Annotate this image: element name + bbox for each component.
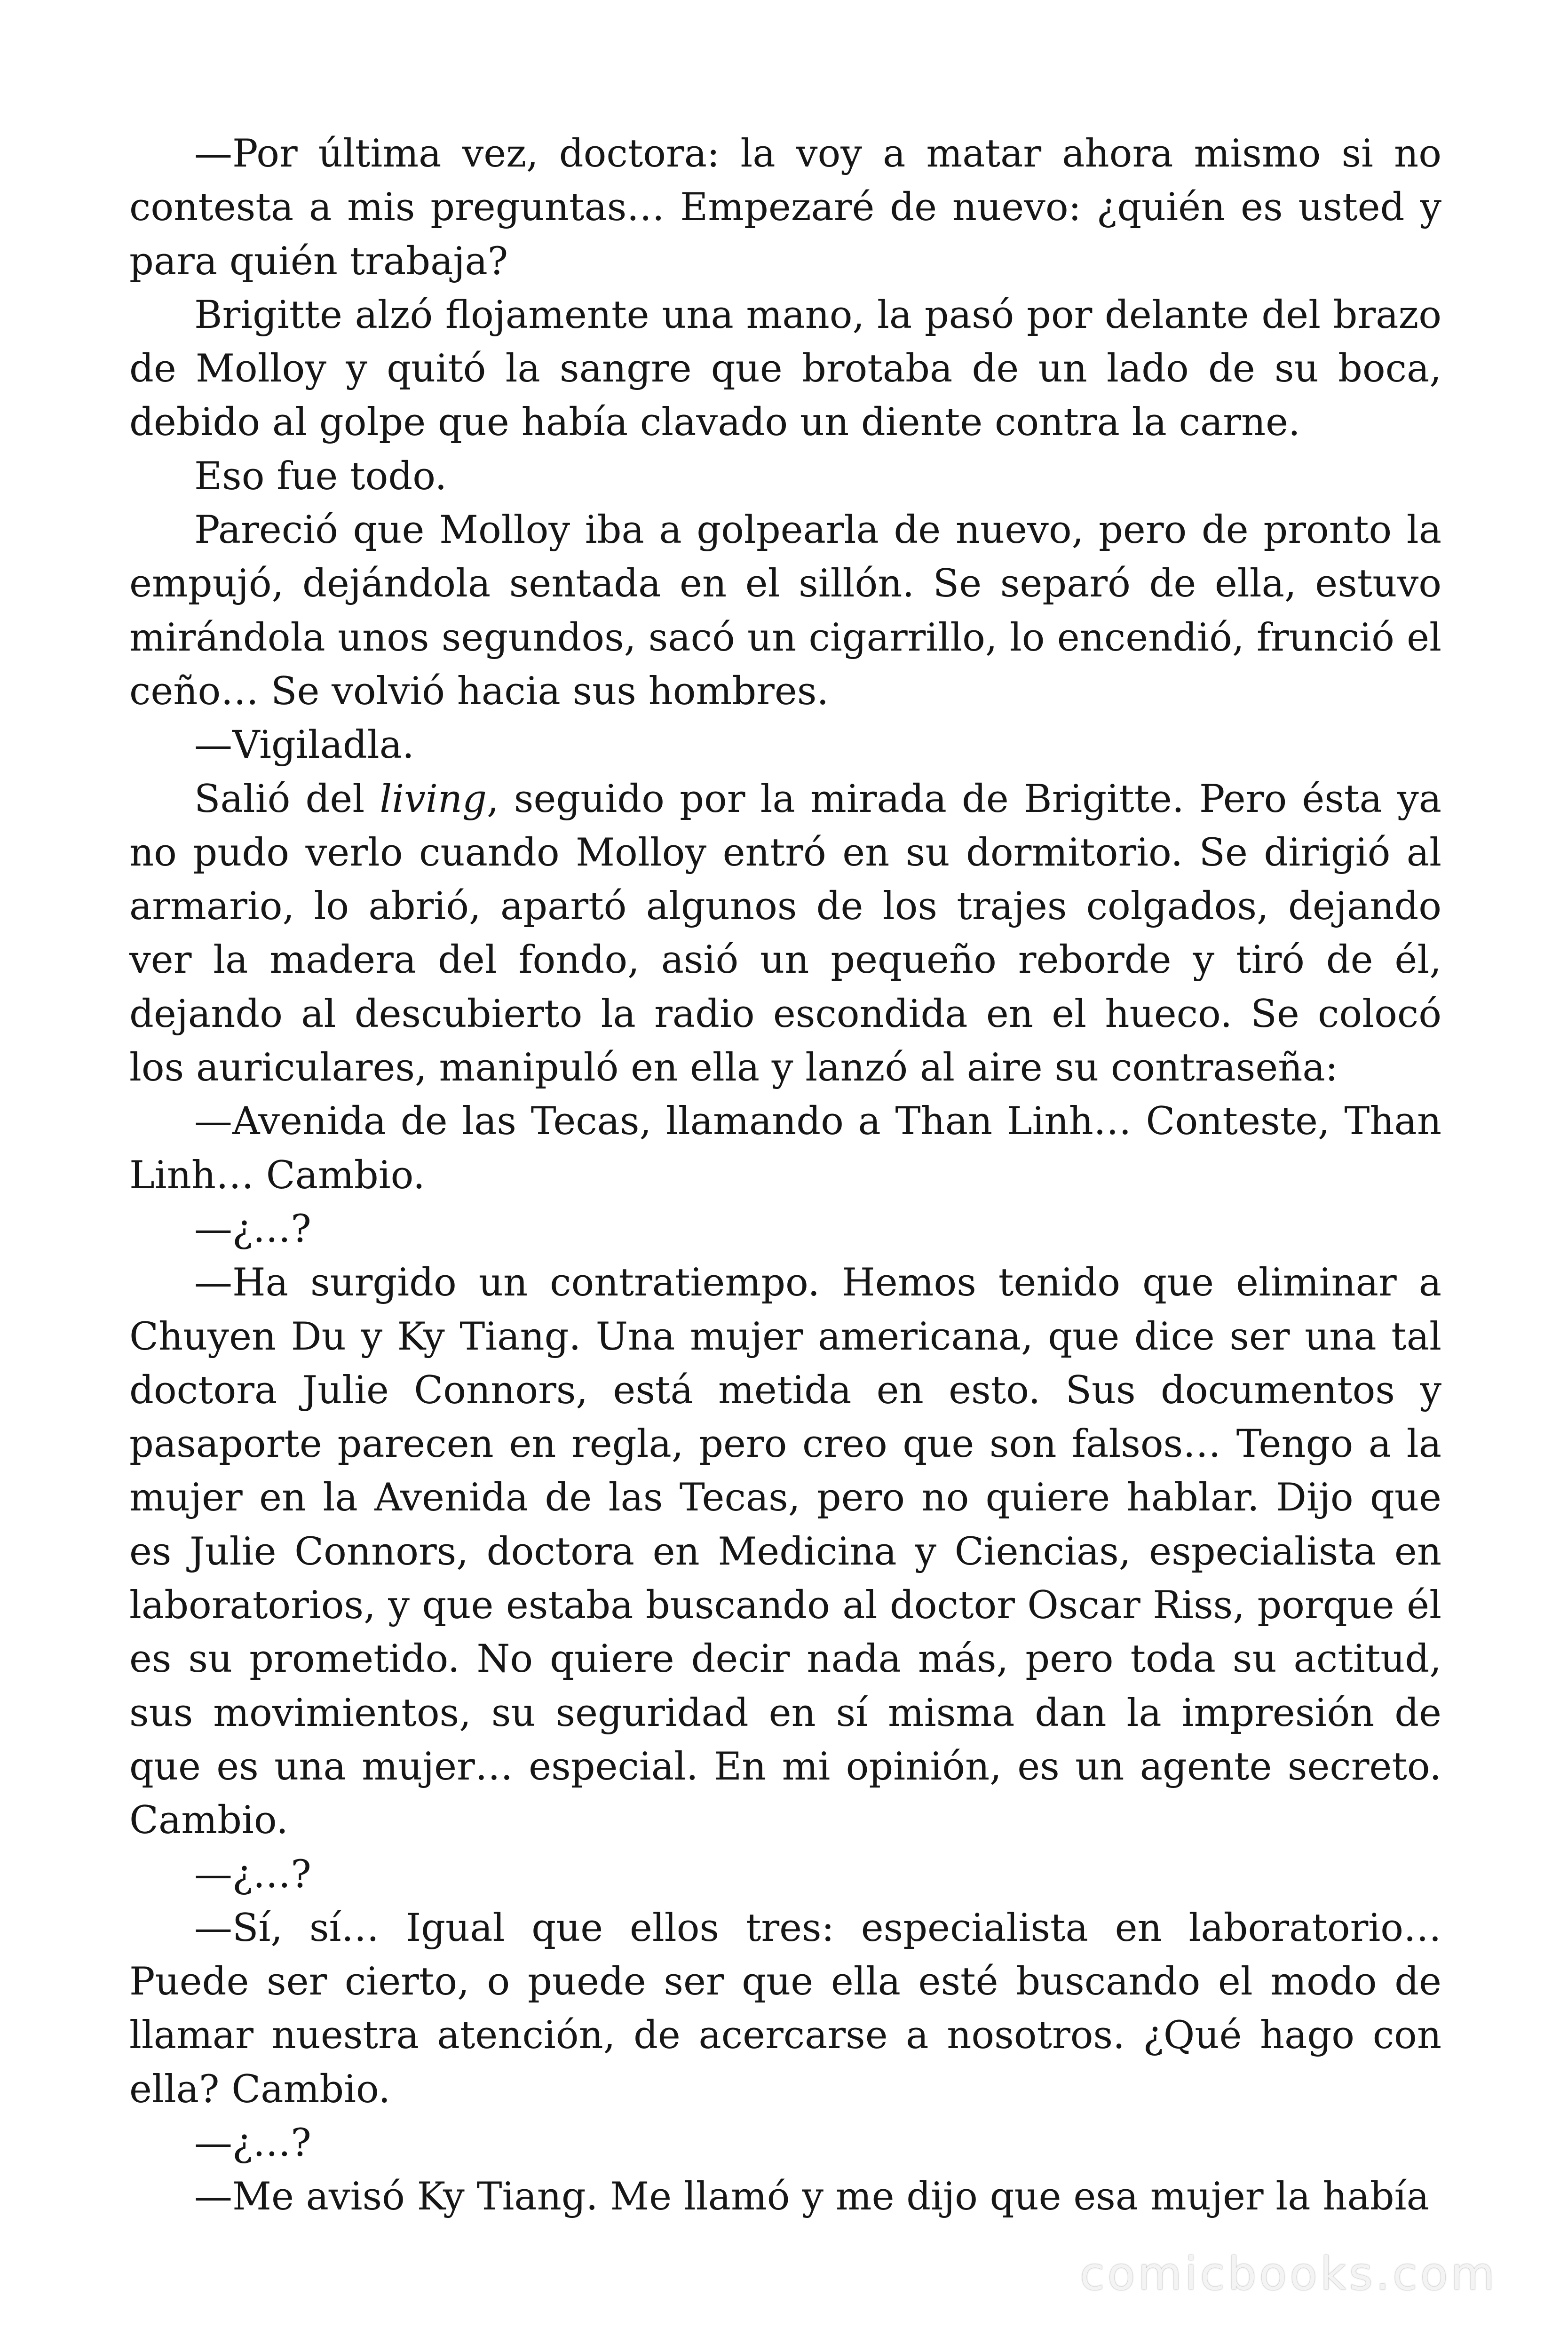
paragraph-1: —Por última vez, doctora: la voy a matar ahora mismo si no contesta a mis preguntas… Empezaré de nuevo: ¿quién es usted y para quién trabaja?: [129, 132, 1441, 284]
watermark: comicbooks.com: [1079, 2248, 1497, 2300]
book-page-text: [129, 127, 1441, 2224]
paragraph-10: —¿…?: [194, 1852, 311, 1897]
paragraph-6-italic-word: living: [380, 777, 487, 821]
paragraph-7: —Avenida de las Tecas, llamando a Than Linh… Conteste, Than Linh… Cambio.: [129, 1099, 1441, 1198]
paragraph-2: Brigitte alzó flojamente una mano, la pasó por delante del brazo de Molloy y quitó la sangre que brotaba de un lado de su boca, debido al golpe que había clavado un diente contra la carne.: [129, 293, 1441, 445]
paragraph-5: —Vigiladla.: [194, 723, 414, 768]
paragraph-12: —¿…?: [194, 2121, 311, 2165]
paragraph-6: [129, 772, 1441, 1095]
paragraph-11: —Sí, sí… Igual que ellos tres: especialista en laboratorio… Puede ser cierto, o puede ser que ella esté buscando el modo de llamar nuestra atención, de acercarse a nosotros. ¿Qué hago con ella? Cambio.: [129, 1906, 1441, 2112]
paragraph-6-rest: , seguido por la mirada de Brigitte. Pero ésta ya no pudo verlo cuando Molloy entró en su dormitorio. Se dirigió al armario, lo abrió, apartó algunos de los trajes colgados, dejando ver la madera del fondo, asió un pequeño reborde y tiró de él, dejando al descubierto la radio escondida en el hueco. Se colocó los auriculares, manipuló en ella y lanzó al aire su contraseña:: [129, 777, 1441, 1090]
paragraph-9: —Ha surgido un contratiempo. Hemos tenido que eliminar a Chuyen Du y Ky Tiang. Una mujer americana, que dice ser una tal doctora Julie Connors, está metida en esto. Sus documentos y pasaporte parecen en regla, pero creo que son falsos… Tengo a la mujer en la Avenida de las Tecas, pero no quiere hablar. Dijo que es Julie Connors, doctora en Medicina y Ciencias, especialista en laboratorios, y que estaba buscando al doctor Oscar Riss, porque él es su prometido. No quiere decir nada más, pero toda su actitud, sus movimientos, su seguridad en sí misma dan la impresión de que es una mujer… especial. En mi opinión, es un agente secreto. Cambio.: [129, 1261, 1441, 1843]
paragraph-8: —¿…?: [194, 1207, 311, 1251]
paragraph-3: Eso fue todo.: [194, 454, 447, 499]
paragraph-6-start: Salió del: [194, 777, 380, 821]
paragraph-13: —Me avisó Ky Tiang. Me llamó y me dijo que esa mujer la había: [194, 2175, 1429, 2219]
paragraph-4: Pareció que Molloy iba a golpearla de nuevo, pero de pronto la empujó, dejándola sentada en el sillón. Se separó de ella, estuvo mirándola unos segundos, sacó un cigarrillo, lo encendió, frunció el ceño… Se volvió hacia sus hombres.: [129, 508, 1441, 714]
